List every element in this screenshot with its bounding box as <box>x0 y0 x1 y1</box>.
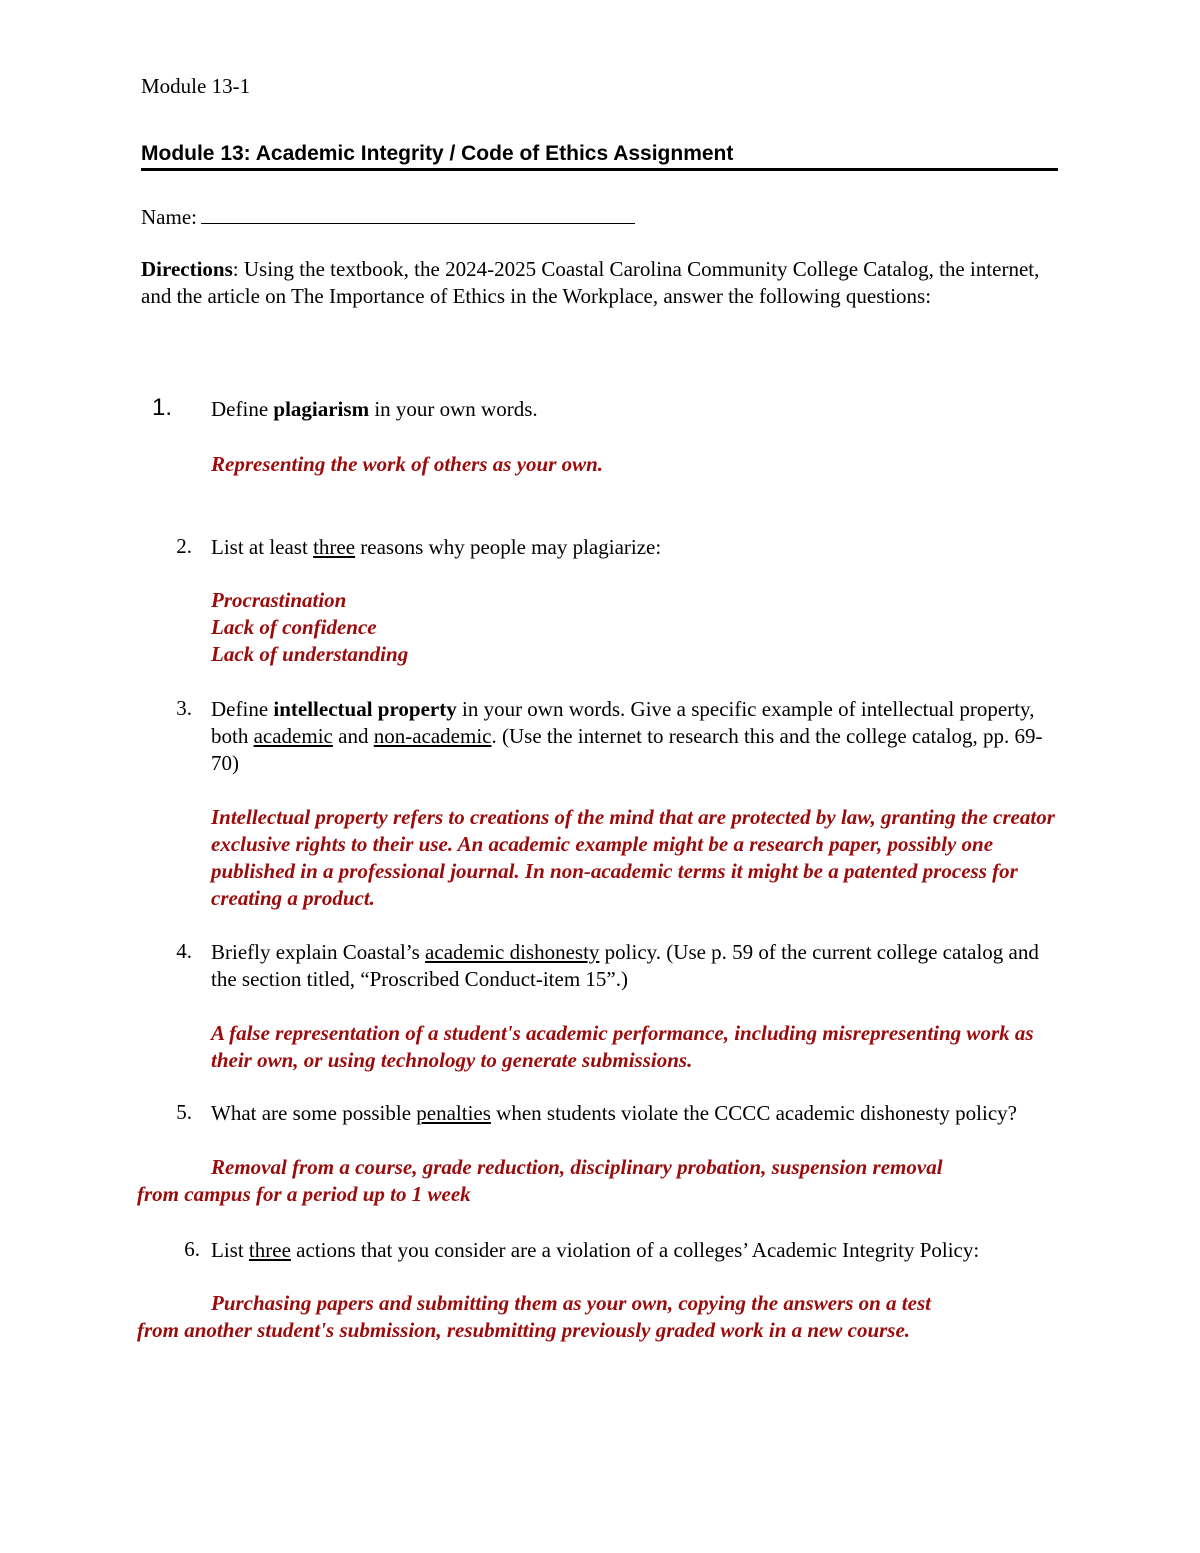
name-blank-line <box>201 203 635 224</box>
name-row <box>141 203 635 230</box>
question-6: List three actions that you consider are a violation of a colleges’ Academic Integrity Policy: <box>211 1238 980 1262</box>
answer-6-line-2: from another student's submission, resubmitting previously graded work in a new course. <box>137 1318 911 1342</box>
question-5-number: 5. <box>176 1100 192 1124</box>
question-2: List at least three reasons why people may plagiarize: <box>211 535 662 559</box>
answer-2-list <box>211 587 1061 668</box>
question-2-number: 2. <box>176 534 192 558</box>
question-5-underlined: penalties <box>416 1101 491 1125</box>
answer-1: Representing the work of others as your own. <box>211 452 604 476</box>
question-1: Define plagiarism in your own words. <box>211 397 538 421</box>
answer-2-item: Procrastination <box>211 588 347 612</box>
question-5: What are some possible penalties when students violate the CCCC academic dishonesty policy? <box>211 1101 1017 1125</box>
question-3: Define intellectual property in your own words. Give a specific example of intellectual property, both academic and non-academic. (Use the internet to research this and the college catalog, pp. 69-70) <box>211 697 1043 775</box>
question-2-underlined: three <box>313 535 356 559</box>
answer-5-line-2: from campus for a period up to 1 week <box>137 1182 471 1206</box>
question-3-number: 3. <box>176 696 192 720</box>
answer-3: Intellectual property refers to creations of the mind that are protected by law, granting the creator exclusive rights to their use. An academic example might be a research paper, possibly one published in a professional journal. In non-academic terms it might be a patented process for creating a product. <box>211 805 1055 910</box>
question-6-number: 6. <box>184 1237 200 1261</box>
question-1-term: plagiarism <box>273 397 370 421</box>
answer-6-line-1: Purchasing papers and submitting them as your own, copying the answers on a test <box>211 1291 931 1315</box>
answer-4: A false representation of a student's academic performance, including misrepresenting work as their own, or using technology to generate submissions. <box>211 1021 1034 1072</box>
question-4-underlined: academic dishonesty <box>425 940 600 964</box>
directions-text: : Using the textbook, the 2024-2025 Coastal Carolina Community College Catalog, the internet, and the article on The Importance of Ethics in the Workplace, answer the following questions: <box>141 257 1040 308</box>
answer-2-item: Lack of confidence <box>211 615 377 639</box>
question-3-term: intellectual property <box>273 697 457 721</box>
answer-5-line-1: Removal from a course, grade reduction, disciplinary probation, suspension removal <box>211 1155 943 1179</box>
question-1-number: 1. <box>152 394 173 421</box>
name-label: Name: <box>141 205 197 229</box>
answer-2-item: Lack of understanding <box>211 642 409 666</box>
page-header: Module 13-1 <box>141 74 251 98</box>
page-title: Module 13: Academic Integrity / Code of Ethics Assignment <box>141 142 1058 171</box>
question-4-number: 4. <box>176 939 192 963</box>
directions-label: Directions <box>141 257 233 281</box>
question-4: Briefly explain Coastal’s academic dishonesty policy. (Use p. 59 of the current college catalog and the section titled, “Proscribed Conduct-item 15”.) <box>211 940 1039 991</box>
question-6-underlined: three <box>248 1238 291 1262</box>
directions-paragraph <box>141 256 1061 310</box>
